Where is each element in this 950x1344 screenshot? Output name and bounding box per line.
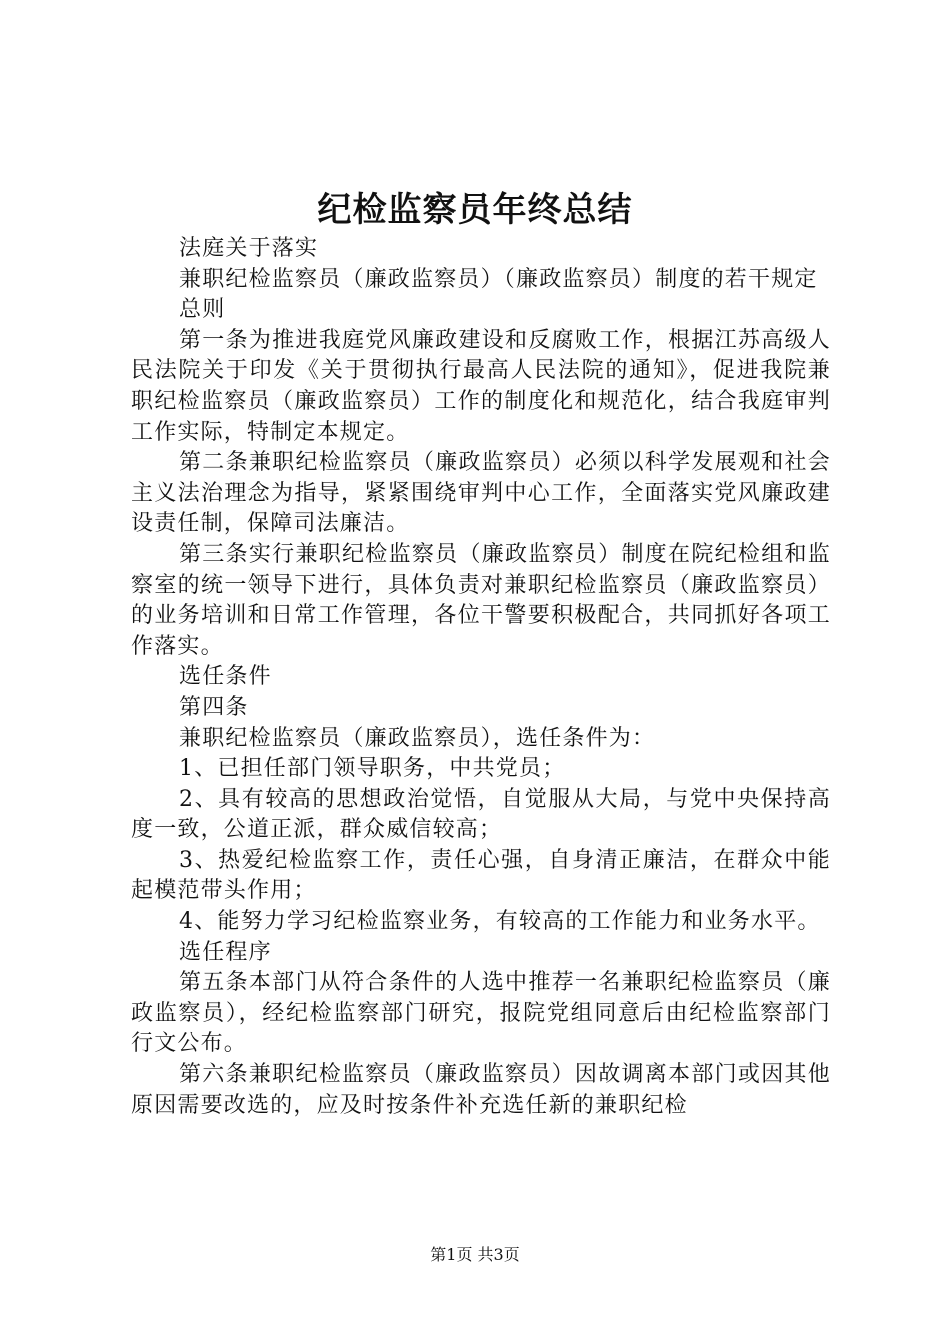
- list-item: 4、能努力学习纪检监察业务，有较高的工作能力和业务水平。: [179, 909, 821, 935]
- document-title: 纪检监察员年终总结: [317, 190, 633, 230]
- section-heading: 总则: [179, 297, 226, 323]
- paragraph: 兼职纪检监察员（廉政监察员），选任条件为：: [179, 725, 656, 751]
- paragraph: 第一条为推进我庭党风廉政建设和反腐败工作，根据江苏高级人民法院关于印发《关于贯彻执行最高人民法院的通知》，促进我院兼职纪检监察员（廉政监察员）工作的制度化和规范化，结合我庭审判工作实际，特制定本规定。: [131, 327, 831, 445]
- paragraph: 第四条: [179, 694, 249, 720]
- document-body: [131, 234, 831, 1121]
- paragraph: 第三条实行兼职纪检监察员（廉政监察员）制度在院纪检组和监察室的统一领导下进行，具体负责对兼职纪检监察员（廉政监察员）的业务培训和日常工作管理，各位干警要积极配合，共同抓好各项工作落实。: [131, 541, 831, 659]
- section-heading: 选任条件: [179, 664, 272, 690]
- section-heading: 选任程序: [179, 939, 272, 965]
- page-footer: 第1页 共3页: [430, 1245, 520, 1264]
- paragraph: 第二条兼职纪检监察员（廉政监察员）必须以科学发展观和社会主义法治理念为指导，紧紧围绕审判中心工作，全面落实党风廉政建设责任制，保障司法廉洁。: [131, 450, 831, 537]
- paragraph: 第六条兼职纪检监察员（廉政监察员）因故调离本部门或因其他原因需要改选的，应及时按条件补充选任新的兼职纪检: [131, 1062, 831, 1118]
- list-item: 3、热爱纪检监察工作，责任心强，自身清正廉洁，在群众中能起模范带头作用；: [131, 847, 831, 904]
- paragraph: 第五条本部门从符合条件的人选中推荐一名兼职纪检监察员（廉政监察员），经纪检监察部门研究，报院党组同意后由纪检监察部门行文公布。: [131, 970, 831, 1057]
- paragraph: 兼职纪检监察员（廉政监察员）（廉政监察员）制度的若干规定: [179, 266, 818, 292]
- list-item: 2、具有较高的思想政治觉悟，自觉服从大局，与党中央保持高度一致，公道正派，群众威信较高；: [131, 786, 831, 843]
- list-item: 1、已担任部门领导职务，中共党员；: [179, 756, 566, 782]
- paragraph: 法庭关于落实: [179, 236, 319, 261]
